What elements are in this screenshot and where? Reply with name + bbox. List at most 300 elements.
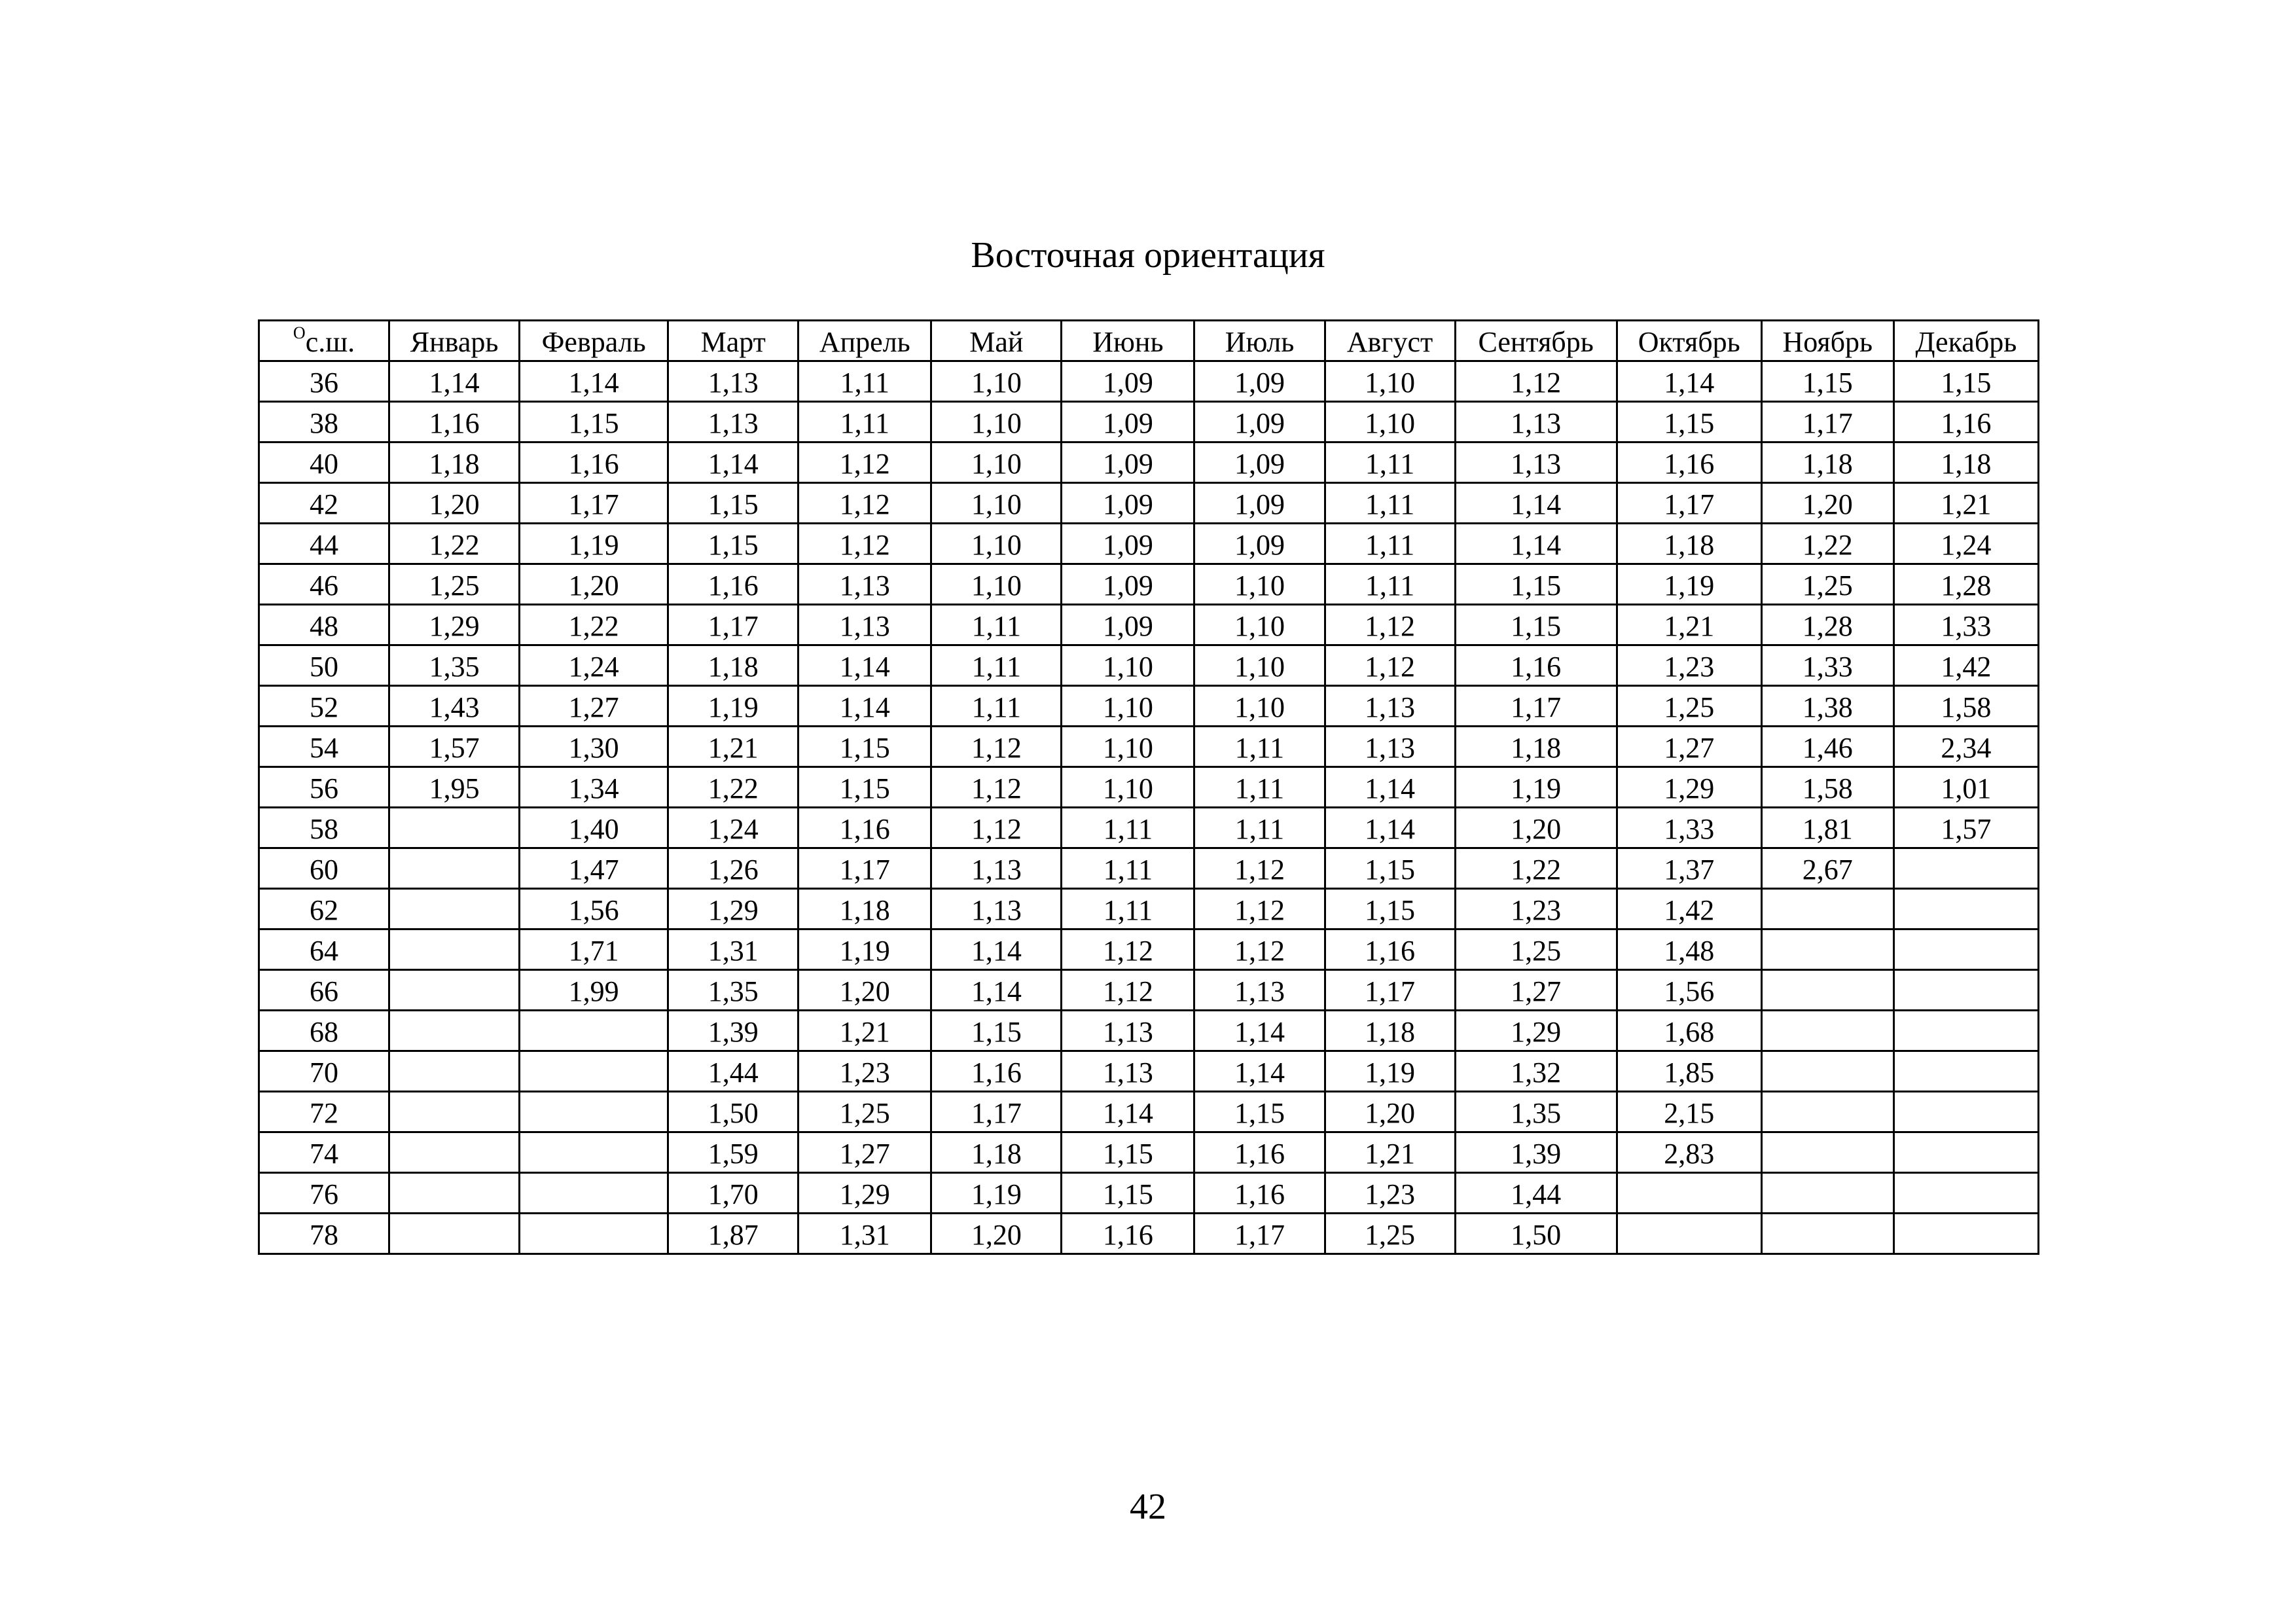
coefficient-cell: 1,43 [389,686,520,727]
coefficient-cell: 1,24 [520,645,668,686]
coefficient-cell: 1,11 [1325,524,1455,564]
coefficient-cell [389,1051,520,1092]
table-row [259,645,2039,686]
coefficient-cell: 1,19 [798,929,931,970]
coefficient-cell: 1,14 [798,686,931,727]
coefficient-cell: 1,20 [1761,483,1893,524]
coefficient-cell: 1,10 [1194,564,1325,605]
table-row [259,402,2039,442]
coefficient-cell: 1,11 [1325,483,1455,524]
coefficient-cell: 1,15 [931,1011,1062,1051]
coefficient-cell: 1,15 [1062,1132,1194,1173]
latitude-cell: 56 [259,767,389,808]
coefficient-cell: 1,10 [931,442,1062,483]
coefficient-cell: 1,25 [1761,564,1893,605]
coefficient-cell: 1,68 [1617,1011,1761,1051]
coefficient-cell: 1,33 [1761,645,1893,686]
month-column-header: Август [1325,321,1455,361]
coefficient-cell: 1,16 [389,402,520,442]
latitude-cell: 66 [259,970,389,1011]
table-row [259,970,2039,1011]
coefficient-cell: 1,15 [1761,361,1893,402]
latitude-cell: 60 [259,848,389,889]
coefficient-cell: 1,15 [668,483,798,524]
coefficient-cell: 1,27 [798,1132,931,1173]
table-row [259,564,2039,605]
coefficient-cell: 1,14 [1455,483,1617,524]
coefficient-cell: 1,13 [931,848,1062,889]
coefficient-cell: 1,24 [668,808,798,848]
coefficient-cell: 1,15 [1062,1173,1194,1214]
coefficient-cell [1761,889,1893,929]
coefficient-cell [1893,1051,2038,1092]
coefficient-cell: 1,57 [1893,808,2038,848]
coefficient-cell: 1,14 [798,645,931,686]
coefficient-cell: 1,13 [1062,1011,1194,1051]
table-row [259,524,2039,564]
degree-mark: О [293,323,306,342]
coefficient-cell [389,1132,520,1173]
coefficient-cell: 1,13 [798,605,931,645]
coefficient-cell: 1,44 [668,1051,798,1092]
coefficient-cell: 1,11 [1194,767,1325,808]
coefficient-cell: 1,18 [798,889,931,929]
coefficient-table [258,319,2039,1255]
latitude-cell: 62 [259,889,389,929]
coefficient-cell: 1,13 [798,564,931,605]
coefficient-cell: 1,11 [1325,442,1455,483]
table-row [259,361,2039,402]
coefficient-cell: 1,22 [520,605,668,645]
latitude-cell: 52 [259,686,389,727]
coefficient-cell: 1,15 [520,402,668,442]
coefficient-cell [1893,1011,2038,1051]
coefficient-cell [1893,970,2038,1011]
coefficient-cell: 1,23 [1455,889,1617,929]
coefficient-cell: 1,19 [520,524,668,564]
coefficient-cell: 1,33 [1893,605,2038,645]
coefficient-cell: 1,27 [520,686,668,727]
coefficient-cell: 1,14 [389,361,520,402]
coefficient-cell: 1,12 [1325,605,1455,645]
coefficient-cell: 1,09 [1062,564,1194,605]
coefficient-cell [520,1214,668,1254]
coefficient-cell: 1,17 [1761,402,1893,442]
coefficient-cell: 1,33 [1617,808,1761,848]
coefficient-cell: 1,18 [1325,1011,1455,1051]
coefficient-cell: 1,09 [1062,361,1194,402]
coefficient-cell: 1,10 [1194,605,1325,645]
coefficient-cell: 1,15 [1455,605,1617,645]
coefficient-cell: 2,83 [1617,1132,1761,1173]
coefficient-cell: 1,14 [1617,361,1761,402]
coefficient-cell [520,1051,668,1092]
coefficient-cell: 1,14 [931,970,1062,1011]
coefficient-cell: 1,13 [1455,442,1617,483]
coefficient-cell: 1,17 [1617,483,1761,524]
coefficient-cell [520,1092,668,1132]
coefficient-cell: 1,10 [1062,645,1194,686]
coefficient-cell: 1,35 [668,970,798,1011]
coefficient-cell [1761,1132,1893,1173]
coefficient-cell [389,848,520,889]
table-row [259,848,2039,889]
coefficient-cell: 1,11 [1062,848,1194,889]
month-column-header: Декабрь [1893,321,2038,361]
table-row [259,1011,2039,1051]
coefficient-cell: 1,42 [1893,645,2038,686]
coefficient-cell: 1,70 [668,1173,798,1214]
coefficient-cell: 1,19 [1325,1051,1455,1092]
coefficient-cell [1893,1132,2038,1173]
coefficient-cell: 1,25 [1325,1214,1455,1254]
coefficient-cell: 1,14 [1325,767,1455,808]
coefficient-cell [389,889,520,929]
latitude-cell: 50 [259,645,389,686]
latitude-cell: 58 [259,808,389,848]
coefficient-cell: 1,11 [798,402,931,442]
coefficient-cell: 1,12 [1062,929,1194,970]
coefficient-cell: 1,14 [668,442,798,483]
coefficient-cell: 1,17 [1325,970,1455,1011]
coefficient-cell: 1,12 [1194,848,1325,889]
coefficient-cell: 1,15 [668,524,798,564]
coefficient-cell: 1,58 [1893,686,2038,727]
coefficient-cell [1893,848,2038,889]
coefficient-cell: 1,18 [931,1132,1062,1173]
table-row [259,483,2039,524]
coefficient-cell [389,929,520,970]
coefficient-cell: 1,17 [931,1092,1062,1132]
coefficient-cell: 1,37 [1617,848,1761,889]
month-column-header: Апрель [798,321,931,361]
latitude-cell: 44 [259,524,389,564]
coefficient-cell: 1,20 [1325,1092,1455,1132]
coefficient-cell [1893,889,2038,929]
coefficient-cell: 1,13 [668,402,798,442]
coefficient-cell: 1,25 [1455,929,1617,970]
coefficient-cell: 1,16 [931,1051,1062,1092]
coefficient-cell: 1,12 [1194,889,1325,929]
coefficient-cell: 1,12 [1062,970,1194,1011]
coefficient-cell: 1,18 [668,645,798,686]
coefficient-cell: 1,15 [798,767,931,808]
coefficient-cell: 1,23 [1617,645,1761,686]
coefficient-cell [1893,929,2038,970]
coefficient-cell: 1,18 [1617,524,1761,564]
coefficient-cell: 1,13 [1455,402,1617,442]
coefficient-cell: 1,17 [1455,686,1617,727]
coefficient-cell [389,1092,520,1132]
coefficient-cell: 1,10 [931,402,1062,442]
coefficient-cell: 1,56 [520,889,668,929]
coefficient-cell: 1,27 [1617,727,1761,767]
coefficient-cell: 1,50 [1455,1214,1617,1254]
month-column-header: Январь [389,321,520,361]
coefficient-cell: 1,29 [389,605,520,645]
coefficient-cell: 1,10 [931,524,1062,564]
coefficient-cell: 1,11 [1325,564,1455,605]
coefficient-cell: 1,25 [389,564,520,605]
coefficient-cell: 1,18 [1761,442,1893,483]
latitude-cell: 64 [259,929,389,970]
coefficient-cell: 1,10 [1062,767,1194,808]
coefficient-cell: 1,31 [668,929,798,970]
coefficient-cell [520,1173,668,1214]
coefficient-cell: 1,12 [798,442,931,483]
page-title: Восточная ориентация [971,235,1325,276]
table-row [259,1132,2039,1173]
coefficient-cell: 1,15 [1617,402,1761,442]
coefficient-cell: 1,22 [1455,848,1617,889]
table-row [259,1092,2039,1132]
coefficient-cell: 1,20 [520,564,668,605]
coefficient-cell: 1,15 [1325,889,1455,929]
coefficient-cell: 1,18 [1893,442,2038,483]
coefficient-cell: 1,11 [1062,889,1194,929]
coefficient-cell: 1,35 [389,645,520,686]
coefficient-cell: 1,10 [1062,727,1194,767]
coefficient-cell: 1,11 [798,361,931,402]
coefficient-cell: 1,12 [1194,929,1325,970]
month-column-header: Март [668,321,798,361]
coefficient-cell: 1,09 [1194,524,1325,564]
coefficient-cell: 1,14 [1194,1051,1325,1092]
coefficient-cell: 1,09 [1194,402,1325,442]
table-body [259,361,2039,1254]
coefficient-cell: 1,21 [1617,605,1761,645]
coefficient-cell: 1,38 [1761,686,1893,727]
coefficient-cell: 1,14 [1325,808,1455,848]
coefficient-cell: 1,32 [1455,1051,1617,1092]
latitude-cell: 70 [259,1051,389,1092]
coefficient-cell: 1,22 [668,767,798,808]
coefficient-cell: 1,10 [1194,645,1325,686]
coefficient-cell: 1,27 [1455,970,1617,1011]
coefficient-cell: 1,24 [1893,524,2038,564]
month-column-header: Сентябрь [1455,321,1617,361]
coefficient-cell: 1,71 [520,929,668,970]
coefficient-cell: 1,29 [1455,1011,1617,1051]
latitude-cell: 36 [259,361,389,402]
coefficient-cell: 1,19 [1617,564,1761,605]
coefficient-cell: 1,46 [1761,727,1893,767]
coefficient-cell: 1,09 [1194,361,1325,402]
coefficient-cell: 1,18 [1455,727,1617,767]
coefficient-cell [1761,1214,1893,1254]
month-column-header: Июнь [1062,321,1194,361]
coefficient-cell: 1,18 [389,442,520,483]
coefficient-cell: 1,13 [1194,970,1325,1011]
coefficient-cell: 1,31 [798,1214,931,1254]
coefficient-cell: 1,16 [1455,645,1617,686]
coefficient-cell: 1,09 [1062,524,1194,564]
table-row [259,808,2039,848]
latitude-cell: 42 [259,483,389,524]
coefficient-cell: 1,16 [1194,1173,1325,1214]
coefficient-cell: 1,16 [520,442,668,483]
table-row [259,442,2039,483]
month-column-header: Июль [1194,321,1325,361]
coefficient-cell: 1,14 [931,929,1062,970]
coefficient-cell: 1,01 [1893,767,2038,808]
coefficient-cell: 1,30 [520,727,668,767]
coefficient-cell: 2,34 [1893,727,2038,767]
page-number: 42 [1130,1487,1166,1527]
coefficient-cell: 1,19 [1455,767,1617,808]
coefficient-cell: 1,21 [798,1011,931,1051]
coefficient-cell: 1,22 [1761,524,1893,564]
coefficient-cell: 1,10 [931,483,1062,524]
coefficient-cell: 1,50 [668,1092,798,1132]
coefficient-cell [1893,1173,2038,1214]
table-row [259,1173,2039,1214]
coefficient-cell [389,1011,520,1051]
coefficient-cell: 1,29 [798,1173,931,1214]
latitude-cell: 40 [259,442,389,483]
coefficient-cell [1761,1011,1893,1051]
coefficient-cell: 1,14 [520,361,668,402]
coefficient-cell: 1,29 [1617,767,1761,808]
coefficient-cell: 1,21 [1325,1132,1455,1173]
month-column-header: Ноябрь [1761,321,1893,361]
latitude-cell: 72 [259,1092,389,1132]
coefficient-cell: 1,10 [1325,361,1455,402]
coefficient-cell: 1,12 [1325,645,1455,686]
table-row [259,605,2039,645]
coefficient-cell: 1,09 [1062,442,1194,483]
latitude-header-label: с.ш. [305,326,355,358]
coefficient-cell [1761,970,1893,1011]
table-header-row [259,321,2039,361]
coefficient-cell [389,1173,520,1214]
coefficient-cell: 1,16 [1194,1132,1325,1173]
coefficient-cell: 1,11 [931,686,1062,727]
coefficient-cell: 1,10 [1325,402,1455,442]
coefficient-cell: 1,25 [798,1092,931,1132]
coefficient-cell: 1,99 [520,970,668,1011]
coefficient-cell: 1,23 [1325,1173,1455,1214]
coefficient-cell: 1,16 [1325,929,1455,970]
coefficient-cell: 1,21 [1893,483,2038,524]
coefficient-cell: 1,17 [668,605,798,645]
coefficient-cell: 1,56 [1617,970,1761,1011]
coefficient-cell [389,1214,520,1254]
coefficient-cell: 1,16 [1617,442,1761,483]
coefficient-cell: 1,12 [798,524,931,564]
coefficient-cell: 1,28 [1761,605,1893,645]
latitude-cell: 48 [259,605,389,645]
coefficient-cell: 1,11 [1062,808,1194,848]
coefficient-cell: 1,16 [1062,1214,1194,1254]
latitude-cell: 38 [259,402,389,442]
coefficient-cell: 1,10 [1062,686,1194,727]
table-row [259,929,2039,970]
coefficient-cell [520,1011,668,1051]
latitude-cell: 46 [259,564,389,605]
coefficient-cell: 1,35 [1455,1092,1617,1132]
table-row [259,767,2039,808]
coefficient-cell: 1,11 [1194,727,1325,767]
table-row [259,1214,2039,1254]
coefficient-cell [520,1132,668,1173]
coefficient-cell: 1,12 [931,808,1062,848]
coefficient-cell: 2,67 [1761,848,1893,889]
coefficient-cell: 1,25 [1617,686,1761,727]
coefficient-cell: 1,13 [1062,1051,1194,1092]
coefficient-cell: 1,17 [1194,1214,1325,1254]
coefficient-cell: 1,85 [1617,1051,1761,1092]
coefficient-cell: 1,15 [1194,1092,1325,1132]
latitude-cell: 76 [259,1173,389,1214]
coefficient-cell: 1,42 [1617,889,1761,929]
table-row [259,686,2039,727]
coefficient-cell: 1,13 [1325,686,1455,727]
table-row [259,1051,2039,1092]
coefficient-cell: 1,95 [389,767,520,808]
coefficient-cell: 1,87 [668,1214,798,1254]
coefficient-cell: 1,57 [389,727,520,767]
coefficient-cell: 1,28 [1893,564,2038,605]
coefficient-cell: 1,09 [1194,442,1325,483]
coefficient-cell: 1,40 [520,808,668,848]
coefficient-cell: 1,17 [520,483,668,524]
coefficient-table-container [258,319,2039,1255]
coefficient-cell: 1,10 [931,361,1062,402]
month-column-header: Октябрь [1617,321,1761,361]
table-row [259,889,2039,929]
coefficient-cell: 1,15 [798,727,931,767]
coefficient-cell: 1,58 [1761,767,1893,808]
coefficient-cell: 1,48 [1617,929,1761,970]
coefficient-cell: 1,09 [1062,605,1194,645]
coefficient-cell: 1,39 [1455,1132,1617,1173]
latitude-cell: 68 [259,1011,389,1051]
coefficient-cell: 1,16 [798,808,931,848]
coefficient-cell: 1,09 [1062,483,1194,524]
coefficient-cell: 1,22 [389,524,520,564]
coefficient-cell: 1,12 [798,483,931,524]
coefficient-cell: 1,39 [668,1011,798,1051]
month-column-header: Февраль [520,321,668,361]
coefficient-cell: 1,19 [931,1173,1062,1214]
latitude-cell: 74 [259,1132,389,1173]
coefficient-cell: 1,12 [1455,361,1617,402]
coefficient-cell: 1,10 [931,564,1062,605]
coefficient-cell [1761,1051,1893,1092]
coefficient-cell: 1,13 [668,361,798,402]
coefficient-cell: 1,13 [931,889,1062,929]
latitude-cell: 54 [259,727,389,767]
coefficient-cell: 1,09 [1062,402,1194,442]
coefficient-cell: 1,81 [1761,808,1893,848]
coefficient-cell [1893,1092,2038,1132]
coefficient-cell: 1,16 [1893,402,2038,442]
coefficient-cell: 1,13 [1325,727,1455,767]
coefficient-cell: 1,11 [931,605,1062,645]
coefficient-cell: 1,21 [668,727,798,767]
month-column-header: Май [931,321,1062,361]
coefficient-cell [1761,1173,1893,1214]
coefficient-cell: 1,14 [1062,1092,1194,1132]
coefficient-cell: 1,29 [668,889,798,929]
coefficient-cell: 1,19 [668,686,798,727]
coefficient-cell: 1,17 [798,848,931,889]
coefficient-cell [389,808,520,848]
coefficient-cell: 1,20 [798,970,931,1011]
table-row [259,727,2039,767]
coefficient-cell: 1,15 [1325,848,1455,889]
